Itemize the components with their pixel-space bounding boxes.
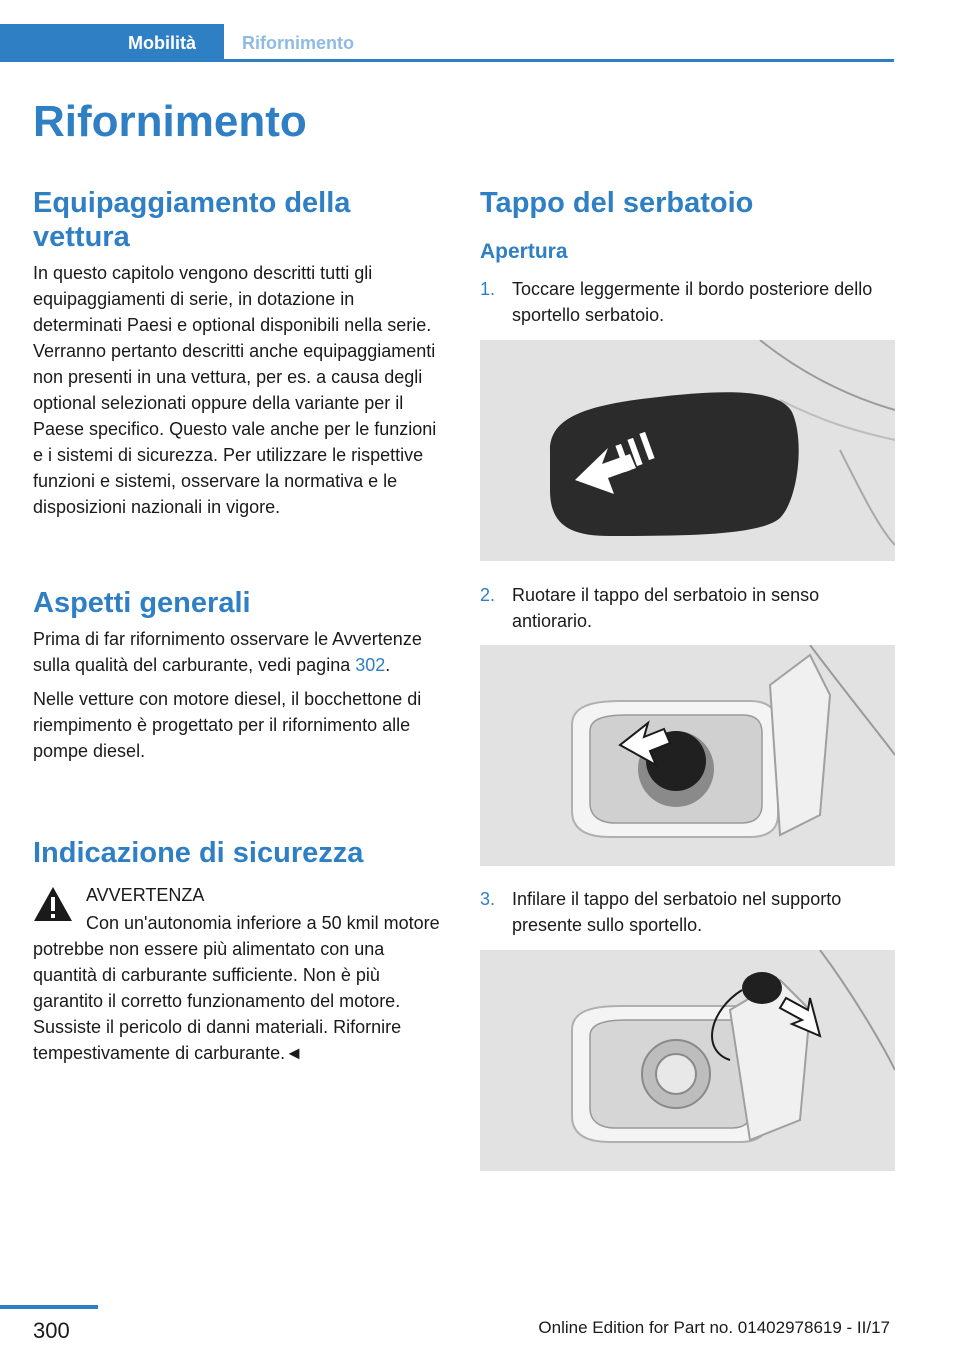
section-sicurezza	[33, 836, 447, 1066]
step-text: Toccare leggermente il bordo posteriore dello sportello serbatoio.	[512, 279, 873, 325]
tab-rifornimento-label: Rifornimento	[242, 32, 354, 53]
section-heading: Equipaggiamento della vettura	[33, 187, 351, 253]
edition-info: Online Edition for Part no. 01402978619 - II/17	[538, 1318, 890, 1337]
body-text: Prima di far rifornimento osservare le Avvertenze sulla qualità del carburante, vedi pagina	[33, 629, 422, 675]
tab-mobilita[interactable]	[0, 24, 224, 62]
figure-fuel-cap-holder	[480, 950, 895, 1171]
warning-text: Con un'autonomia inferiore a 50 kmil motore potrebbe non essere più alimentato con una quantità di carburante sufficiente. Non è più garantito il corretto funzionamento del motore. Sussiste il pericolo di danni materiali. Rifornire tempestivamente di carburante.◄	[33, 913, 440, 1063]
page-title: Rifornimento	[33, 97, 307, 146]
page-number: 300	[33, 1318, 70, 1343]
tab-rifornimento[interactable]	[224, 24, 894, 62]
page-link-302[interactable]: 302	[355, 655, 386, 675]
section-body: In questo capitolo vengono descritti tutti gli equipaggiamenti di serie, in dotazione in determinati Paesi e optional disponibili nella serie. Verranno pertanto descritti anche equipaggiamenti non presenti in una vettura, per es. a causa degli optional selezionati oppure della variante per il Paese specifico. Questo vale anche per le funzioni e i sistemi di sicurezza. Per utilizzare le rispettive funzioni e sistemi, osservare la normativa e le disposizioni nazionali in vigore.	[33, 263, 437, 517]
step-1	[480, 276, 895, 328]
step-number: 2.	[480, 585, 496, 605]
step-3	[480, 886, 895, 938]
figure-fuel-flap-press	[480, 340, 895, 561]
body-text: .	[385, 655, 391, 675]
warning-triangle-icon	[33, 886, 73, 922]
section-body	[33, 626, 447, 678]
section-heading: Aspetti generali	[33, 587, 251, 619]
header-rule	[224, 59, 894, 62]
warning-label: AVVERTENZA	[86, 885, 205, 905]
step-text: Ruotare il tappo del serbatoio in senso antiorario.	[512, 585, 820, 631]
step-2	[480, 582, 895, 634]
tab-mobilita-label: Mobilità	[128, 32, 196, 53]
figure-fuel-cap-rotate	[480, 645, 895, 866]
section-heading: Indicazione di sicurezza	[33, 837, 364, 869]
step-text: Infilare il tappo del serbatoio nel supporto presente sullo sportello.	[512, 889, 842, 935]
subheading-apertura: Apertura	[480, 240, 568, 263]
section-equipaggiamento	[33, 186, 447, 520]
step-number: 1.	[480, 279, 496, 299]
step-number: 3.	[480, 889, 496, 909]
section-heading: Tappo del serbatoio	[480, 187, 754, 219]
section-aspetti-generali	[33, 586, 447, 764]
section-body: Nelle vetture con motore diesel, il bocchettone di riempimento è progettato per il rifornimento alle pompe diesel.	[33, 689, 422, 761]
footer-rule	[0, 1305, 98, 1309]
section-tappo	[480, 186, 895, 264]
warning-block	[33, 882, 447, 1066]
